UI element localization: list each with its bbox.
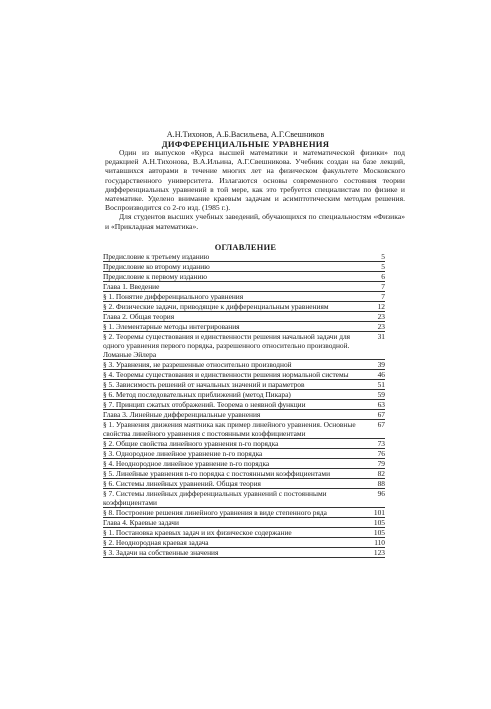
toc-entry: [103, 548, 385, 558]
toc-entry-page: 59: [377, 390, 385, 399]
toc-entry: [103, 420, 385, 439]
authors-line: А.Н.Тихонов, А.Б.Васильева, А.Г.Свешников: [166, 130, 325, 139]
toc-entry-title: Предисловие к первому изданию: [103, 272, 207, 281]
toc-entry-title: § 2. Неоднородная краевая задача: [103, 538, 209, 547]
toc-entry-title: § 8. Построение решения линейного уравнения в виде степенного ряда: [103, 508, 327, 517]
toc-entry-title: Предисловие к третьему изданию: [103, 252, 210, 261]
table-of-contents: [103, 252, 385, 558]
toc-entry-page: 88: [377, 479, 385, 488]
toc-entry: [103, 489, 385, 508]
toc-entry-page: 6: [381, 272, 385, 281]
abstract: [105, 148, 405, 231]
toc-heading: ОГЛАВЛЕНИЕ: [214, 243, 277, 252]
toc-entry-title: § 2. Общие свойства линейного уравнения n-го порядка: [103, 439, 279, 448]
toc-entry-title: § 1. Понятие дифференциального уравнения: [103, 292, 244, 301]
book-title: ДИФФЕРЕНЦИАЛЬНЫЕ УРАВНЕНИЯ: [161, 139, 330, 149]
toc-entry-page: 63: [377, 400, 385, 409]
toc-entry-page: 67: [377, 410, 385, 419]
toc-entry-title: § 7. Системы линейных дифференциальных уравнений с постоянными коэффициентами: [103, 489, 327, 507]
toc-entry: [103, 370, 385, 380]
toc-entry: [103, 518, 385, 528]
toc-entry-page: 73: [377, 439, 385, 448]
toc-entry-page: 5: [381, 262, 385, 271]
toc-entry-page: 96: [377, 489, 385, 498]
toc-entry-title: Глава 2. Общая теория: [103, 312, 175, 321]
toc-entry-page: 23: [377, 322, 385, 331]
toc-entry-page: 23: [377, 312, 385, 321]
toc-entry: [103, 439, 385, 449]
toc-entry-page: 101: [373, 508, 385, 517]
toc-entry-page: 67: [377, 420, 385, 429]
toc-entry-title: Предисловие ко второму изданию: [103, 262, 210, 271]
toc-entry: [103, 322, 385, 332]
toc-entry-title: § 3. Уравнения, не разрешенные относительно производной: [103, 360, 292, 369]
toc-entry-title: § 5. Линейные уравнения n-го порядка с постоянными коэффициентами: [103, 469, 331, 478]
toc-entry: [103, 380, 385, 390]
toc-entry-title: § 1. Элементарные методы интегрирования: [103, 322, 240, 331]
toc-entry: [103, 262, 385, 272]
toc-entry-page: 7: [381, 292, 385, 301]
toc-entry-title: Глава 3. Линейные дифференциальные уравнения: [103, 410, 261, 419]
toc-entry-page: 123: [373, 548, 385, 557]
toc-entry: [103, 252, 385, 262]
toc-entry-page: 39: [377, 360, 385, 369]
toc-entry: [103, 400, 385, 410]
toc-entry-page: 5: [381, 252, 385, 261]
toc-entry-page: 79: [377, 459, 385, 468]
toc-entry-title: § 1. Уравнения движения маятника как пример линейного уравнения. Основные свойства линейного уравнения с постоянными коэффициентами: [103, 420, 356, 438]
toc-entry-title: § 1. Постановка краевых задач и их физическое содержание: [103, 528, 292, 537]
toc-entry-title: § 4. Теоремы существования и единственности решения нормальной системы: [103, 370, 349, 379]
toc-entry: [103, 302, 385, 312]
toc-entry-title: Глава 4. Краевые задачи: [103, 518, 179, 527]
toc-entry-page: 7: [381, 282, 385, 291]
toc-entry: [103, 272, 385, 282]
toc-entry: [103, 508, 385, 518]
toc-entry-title: § 2. Теоремы существования и единственности решения начальной задачи для одного уравнения первого порядка, разрешенного относительно производной. Ломаные Эйлера: [103, 332, 351, 359]
toc-entry-title: Глава 1. Введение: [103, 282, 160, 291]
abstract-paragraph: Для студентов высших учебных заведений, обучающихся по специальностям «Физика» и «Прикладная математика».: [105, 212, 405, 231]
toc-entry-page: 110: [374, 538, 385, 547]
toc-entry: [103, 312, 385, 322]
toc-entry-title: § 2. Физические задачи, приводящие к дифференциальным уравнениям: [103, 302, 329, 311]
toc-entry-page: 105: [373, 528, 385, 537]
toc-entry: [103, 332, 385, 360]
toc-entry-page: 76: [377, 449, 385, 458]
toc-entry-page: 46: [377, 370, 385, 379]
toc-entry: [103, 410, 385, 420]
toc-entry-title: § 6. Системы линейных уравнений. Общая теория: [103, 479, 261, 488]
toc-entry: [103, 459, 385, 469]
abstract-paragraph: Один из выпусков «Курса высшей математики и математической физики» под редакцией А.Н.Тихонова, В.А.Ильина, А.Г.Свешникова. Учебник создан на базе лекций, читавшихся авторами в течение многих лет на физическом факультете Московского государственного университета. Излагаются основы современного состояния теории дифференциальных уравнений в той мере, как это требуется специалистам по физике и математике. Уделено внимание краевым задачам и асимптотическим методам решения. Воспроизводится со 2-го изд. (1985 г.).: [105, 148, 405, 213]
toc-entry-title: § 6. Метод последовательных приближений (метод Пикара): [103, 390, 291, 399]
toc-entry: [103, 360, 385, 370]
toc-entry-title: § 3. Однородное линейное уравнение n-го порядка: [103, 449, 263, 458]
toc-entry-title: § 5. Зависимость решений от начальных значений и параметров: [103, 380, 305, 389]
toc-entry-title: § 4. Неоднородное линейное уравнение n-го порядка: [103, 459, 270, 468]
toc-entry: [103, 282, 385, 292]
toc-entry: [103, 292, 385, 302]
toc-entry: [103, 449, 385, 459]
toc-entry: [103, 528, 385, 538]
toc-entry: [103, 538, 385, 548]
toc-entry: [103, 479, 385, 489]
toc-entry: [103, 469, 385, 479]
toc-entry: [103, 390, 385, 400]
toc-entry-page: 82: [377, 469, 385, 478]
toc-entry-page: 51: [377, 380, 385, 389]
toc-entry-page: 31: [377, 332, 385, 341]
toc-entry-page: 12: [377, 302, 385, 311]
toc-entry-page: 105: [373, 518, 385, 527]
toc-entry-title: § 7. Принцип сжатых отображений. Теорема о неявной функции: [103, 400, 306, 409]
toc-entry-title: § 3. Задачи на собственные значения: [103, 548, 219, 557]
